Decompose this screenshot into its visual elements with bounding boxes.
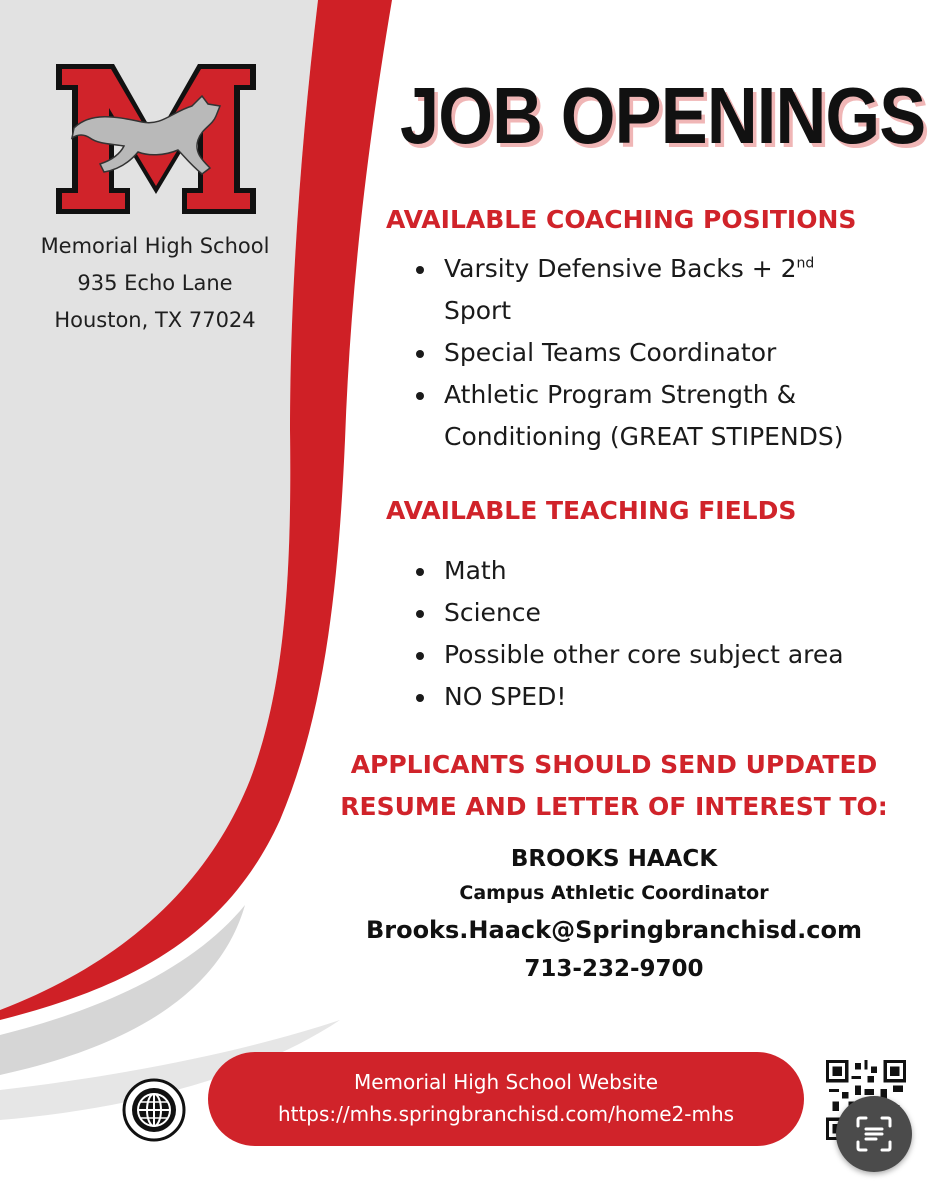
contact-name: BROOKS HAACK [510,846,718,872]
contact-phone[interactable]: 713-232-9700 [524,956,704,982]
school-street: 935 Echo Lane [77,271,233,295]
teaching-heading: AVAILABLE TEACHING FIELDS [386,496,797,525]
page-title: JOB OPENINGS [400,71,926,160]
school-city: Houston, TX 77024 [54,308,256,332]
list-item [414,374,884,458]
scan-text-button[interactable] [836,1096,912,1172]
apply-line-1: APPLICANTS SHOULD SEND UPDATED [350,750,878,779]
contact-email-link[interactable]: Brooks.Haack@Springbranchisd.com [365,916,863,944]
coaching-item-text: Special Teams Coordinator [444,338,777,367]
coaching-item-text: Varsity Defensive Backs + 2 [444,254,797,283]
list-item [414,332,884,374]
website-label: Memorial High School Website [353,1070,659,1094]
school-address [10,228,300,339]
apply-line-2: RESUME AND LETTER OF INTEREST TO: [340,792,888,821]
coaching-list [414,248,884,458]
list-item: Science [414,592,894,634]
list-item [414,248,884,332]
apply-instructions [300,744,928,828]
coaching-item-text: Athletic Program Strength & Conditioning (GREAT STIPENDS) [444,380,844,451]
globe-icon[interactable] [122,1078,186,1142]
scan-text-icon [836,1096,912,1172]
website-link-button[interactable] [208,1052,804,1146]
coaching-item-rest: Sport [444,296,512,325]
contact-title: Campus Athletic Coordinator [459,882,769,904]
list-item: Math [414,550,894,592]
mustang-logo-icon [52,60,260,218]
school-name: Memorial High School [40,234,270,258]
teaching-list [414,550,894,718]
list-item: Possible other core subject area [414,634,894,676]
website-url: https://mhs.springbranchisd.com/home2-mhs [277,1102,735,1126]
contact-block [300,842,928,988]
coaching-heading: AVAILABLE COACHING POSITIONS [386,205,857,234]
list-item: NO SPED! [414,676,894,718]
ordinal-suffix: nd [796,255,815,272]
